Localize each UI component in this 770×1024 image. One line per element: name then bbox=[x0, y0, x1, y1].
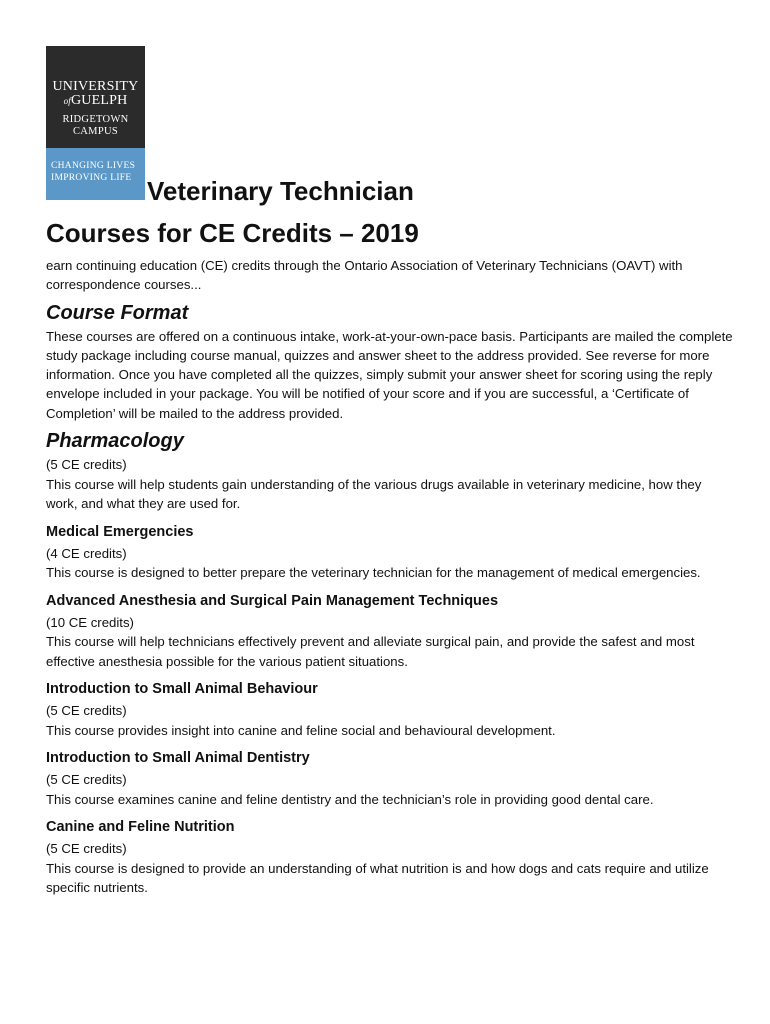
pharmacology-credits: (5 CE credits) bbox=[46, 457, 127, 473]
pharmacology-description: This course will help students gain understanding of the various drugs available in veterinary medicine, how they work, and what they are used for. bbox=[46, 476, 702, 512]
course-description: This course provides insight into canine and feline social and behavioural development. bbox=[46, 722, 556, 738]
logo-guelph-text: GUELPH bbox=[70, 93, 128, 108]
course-title: Introduction to Small Animal Dentistry bbox=[46, 750, 310, 767]
course-credits: (5 CE credits) bbox=[46, 772, 127, 788]
course-format-body: These courses are offered on a continuous intake, work-at-your-own-pace basis. Participants are mailed the complete study package including course manual, quizzes and answer sheet to the address provided. See reverse for more information. Once you have completed all the quizzes, simply submit your answer sheet for scoring using the reply envelope included in your package. You will be notified of your score and if you are successful, a ‘Certificate of Completion’ will be mailed to the address provided. bbox=[46, 328, 733, 421]
logo-top-block bbox=[46, 46, 145, 148]
logo-campus-text bbox=[46, 114, 145, 138]
pharmacology-heading: Pharmacology bbox=[46, 430, 184, 453]
logo-tagline-line1: CHANGING LIVES bbox=[51, 161, 136, 171]
course-item bbox=[46, 522, 736, 583]
course-item bbox=[46, 591, 736, 672]
page-title-line1: Veterinary Technician bbox=[147, 176, 414, 206]
course-item bbox=[46, 679, 736, 740]
logo-university-text: UNIVERSITY bbox=[52, 79, 139, 94]
course-item bbox=[46, 748, 736, 809]
course-title: Canine and Feline Nutrition bbox=[46, 819, 235, 836]
course-description: This course examines canine and feline dentistry and the technician’s role in providing good dental care. bbox=[46, 791, 654, 807]
logo-campus-line1: RIDGETOWN bbox=[62, 114, 129, 125]
course-item bbox=[46, 817, 736, 898]
intro-paragraph: earn continuing education (CE) credits through the Ontario Association of Veterinary Technicians (OAVT) with correspondence courses... bbox=[46, 258, 683, 293]
course-credits: (4 CE credits) bbox=[46, 545, 127, 561]
course-credits: (10 CE credits) bbox=[46, 614, 134, 630]
course-title: Advanced Anesthesia and Surgical Pain Management Techniques bbox=[46, 592, 499, 609]
course-title: Introduction to Small Animal Behaviour bbox=[46, 681, 318, 698]
logo-guelph-line bbox=[46, 94, 145, 108]
course-credits: (5 CE credits) bbox=[46, 703, 127, 719]
page-title-line2: Courses for CE Credits – 2019 bbox=[46, 218, 419, 248]
logo-of-text: of bbox=[63, 96, 71, 106]
logo-tagline-block bbox=[46, 148, 145, 200]
course-format-heading: Course Format bbox=[46, 301, 189, 324]
main-content bbox=[46, 256, 736, 898]
course-description: This course will help technicians effectively prevent and alleviate surgical pain, and provide the safest and most effective anesthesia possible for the various patient situations. bbox=[46, 634, 695, 669]
logo-campus-line2: CAMPUS bbox=[73, 126, 118, 137]
logo-tagline-line2: IMPROVING LIFE bbox=[51, 173, 132, 183]
course-title: Medical Emergencies bbox=[46, 523, 194, 540]
course-description: This course is designed to better prepare the veterinary technician for the management of medical emergencies. bbox=[46, 565, 701, 581]
course-credits: (5 CE credits) bbox=[46, 841, 127, 857]
university-logo bbox=[46, 46, 145, 200]
course-description: This course is designed to provide an understanding of what nutrition is and how dogs and cats require and utilize specific nutrients. bbox=[46, 860, 709, 896]
